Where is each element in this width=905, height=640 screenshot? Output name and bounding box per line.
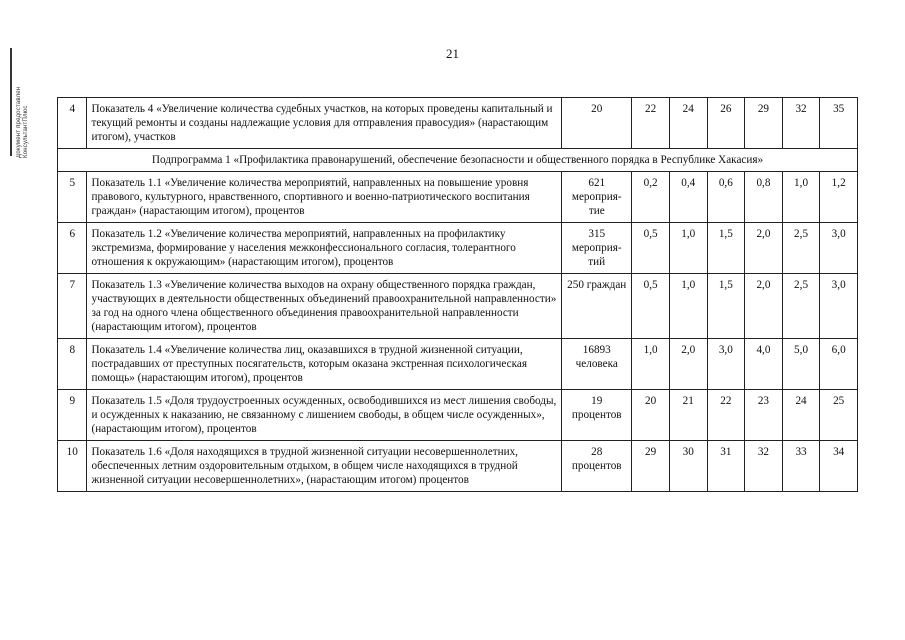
row-number: 10 <box>58 441 87 492</box>
base-value: 28 процентов <box>562 441 632 492</box>
base-value: 250 граждан <box>562 274 632 339</box>
year-value: 32 <box>745 441 783 492</box>
indicator-description: Показатель 1.2 «Увеличение количества мероприятий, направленных на профилактику экстремизма, формирование у населения межконфессионального согласия, толерантного отношения к окружающим» (нарастающим итогом), процентов <box>87 223 562 274</box>
year-value: 29 <box>745 98 783 149</box>
indicator-description: Показатель 1.4 «Увеличение количества лиц, оказавшихся в трудной жизненной ситуации, пострадавших от преступных посягательств, которым оказана экстренная психологическая помощь» (нарастающим итогом), процентов <box>87 339 562 390</box>
year-value: 1,0 <box>669 274 707 339</box>
base-value: 621 мероприя-тие <box>562 172 632 223</box>
indicator-description: Показатель 1.6 «Доля находящихся в трудной жизненной ситуации несовершеннолетних, обеспеченных летним оздоровительным отдыхом, в общем числе находящихся в трудной жизненной ситуации несовершеннолетних», (нарастающим итогом) процентов <box>87 441 562 492</box>
year-value: 6,0 <box>820 339 858 390</box>
year-value: 0,5 <box>632 274 670 339</box>
row-number: 5 <box>58 172 87 223</box>
year-value: 1,5 <box>707 274 745 339</box>
year-value: 24 <box>669 98 707 149</box>
base-value: 16893 человека <box>562 339 632 390</box>
year-value: 1,0 <box>669 223 707 274</box>
year-value: 4,0 <box>745 339 783 390</box>
year-value: 22 <box>632 98 670 149</box>
table-row <box>58 172 858 223</box>
year-value: 3,0 <box>820 274 858 339</box>
year-value: 21 <box>669 390 707 441</box>
subprogram-title: Подпрограмма 1 «Профилактика правонарушений, обеспечение безопасности и общественного порядка в Республике Хакасия» <box>58 149 858 172</box>
row-number: 9 <box>58 390 87 441</box>
row-number: 7 <box>58 274 87 339</box>
subprogram-row <box>58 149 858 172</box>
row-number: 8 <box>58 339 87 390</box>
year-value: 29 <box>632 441 670 492</box>
year-value: 26 <box>707 98 745 149</box>
year-value: 20 <box>632 390 670 441</box>
page-number: 21 <box>446 46 459 61</box>
year-value: 2,5 <box>782 274 820 339</box>
base-value: 20 <box>562 98 632 149</box>
year-value: 0,2 <box>632 172 670 223</box>
year-value: 0,6 <box>707 172 745 223</box>
base-value: 315 мероприя-тий <box>562 223 632 274</box>
year-value: 35 <box>820 98 858 149</box>
table-row <box>58 441 858 492</box>
side-stamp <box>8 44 40 159</box>
stamp-text: Документ предоставлен КонсультантПлюс <box>16 86 29 158</box>
year-value: 23 <box>745 390 783 441</box>
year-value: 3,0 <box>707 339 745 390</box>
table-row <box>58 390 858 441</box>
indicators-table <box>57 97 858 492</box>
year-value: 0,5 <box>632 223 670 274</box>
year-value: 2,0 <box>745 223 783 274</box>
year-value: 2,0 <box>669 339 707 390</box>
year-value: 33 <box>782 441 820 492</box>
year-value: 2,0 <box>745 274 783 339</box>
year-value: 34 <box>820 441 858 492</box>
year-value: 1,2 <box>820 172 858 223</box>
year-value: 24 <box>782 390 820 441</box>
year-value: 0,4 <box>669 172 707 223</box>
indicator-description: Показатель 1.1 «Увеличение количества мероприятий, направленных на повышение уровня правового, культурного, нравственного, спортивного и военно-патриотического воспитания граждан» (нарастающим итогом), процентов <box>87 172 562 223</box>
year-value: 31 <box>707 441 745 492</box>
year-value: 30 <box>669 441 707 492</box>
year-value: 22 <box>707 390 745 441</box>
year-value: 0,8 <box>745 172 783 223</box>
year-value: 1,0 <box>782 172 820 223</box>
table-row <box>58 274 858 339</box>
year-value: 1,0 <box>632 339 670 390</box>
year-value: 2,5 <box>782 223 820 274</box>
year-value: 5,0 <box>782 339 820 390</box>
row-number: 6 <box>58 223 87 274</box>
indicator-description: Показатель 1.5 «Доля трудоустроенных осужденных, освободившихся из мест лишения свободы, и осужденных к наказанию, не связанному с лишением свободы, в общем числе осужденных», (нарастающим итогом), процентов <box>87 390 562 441</box>
table-row <box>58 339 858 390</box>
year-value: 3,0 <box>820 223 858 274</box>
year-value: 1,5 <box>707 223 745 274</box>
row-number: 4 <box>58 98 87 149</box>
year-value: 25 <box>820 390 858 441</box>
table-row <box>58 98 858 149</box>
base-value: 19 процентов <box>562 390 632 441</box>
indicator-description: Показатель 4 «Увеличение количества судебных участков, на которых проведены капитальный и текущий ремонты и созданы надлежащие условия для отправления правосудия» (нарастающим итогом), участков <box>87 98 562 149</box>
year-value: 32 <box>782 98 820 149</box>
table-row <box>58 223 858 274</box>
indicator-description: Показатель 1.3 «Увеличение количества выходов на охрану общественного порядка граждан, участвующих в деятельности общественных объединений правоохранительной направленности» за год на одного члена общественного объединения правоохранительной направленности (нарастающим итогом), процентов <box>87 274 562 339</box>
